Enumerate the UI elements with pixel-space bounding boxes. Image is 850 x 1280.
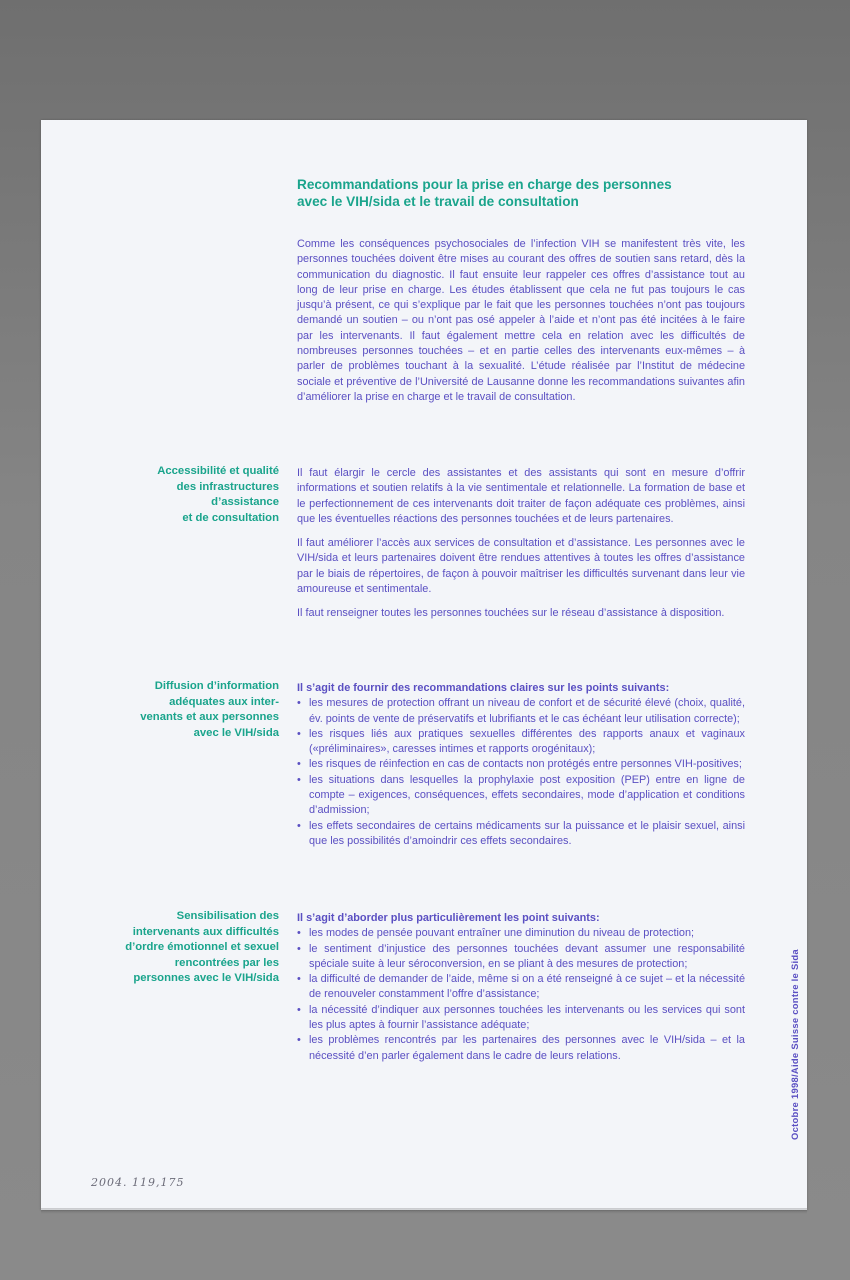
list-item bbox=[297, 819, 745, 850]
list-item-text: les problèmes rencontrés par les partenaires des personnes avec le VIH/sida – et la nécessité d’en parler également dans le cadre de leurs relations. bbox=[309, 1034, 745, 1062]
list-item bbox=[297, 1003, 745, 1034]
list-item-text: le sentiment d’injustice des personnes touchées devant assumer une responsabilité spéciale suite à leur séroconversion, en se pliant à des mesures de protection; bbox=[309, 942, 745, 970]
bullet-icon: • bbox=[297, 1003, 301, 1016]
handwritten-reference: 2004. 119,175 bbox=[91, 1176, 185, 1189]
list-item-text: les modes de pensée pouvant entraîner une diminution du niveau de protection; bbox=[309, 927, 695, 940]
paper-shadow bbox=[41, 1208, 807, 1214]
section-3-body bbox=[297, 911, 745, 1064]
list-item bbox=[297, 926, 745, 941]
section-3-label-line: rencontrées par les bbox=[174, 956, 279, 969]
list-item bbox=[297, 727, 745, 758]
section-1-label bbox=[84, 464, 279, 526]
list-item-text: les effets secondaires de certains médicaments sur la puissance et le plaisir sexuel, ainsi que les possibilités d’amoindrir ces effets secondaires. bbox=[309, 819, 745, 847]
section-2-label-line: venants et aux personnes bbox=[140, 711, 279, 724]
bullet-icon: • bbox=[297, 942, 301, 955]
section-1-label-line: Accessibilité et qualité bbox=[157, 465, 279, 477]
list-item-text: les risques liés aux pratiques sexuelles différentes des rapports anaux et vaginaux («préliminaires», caresses intimes et rapports orogénitaux); bbox=[309, 727, 745, 756]
side-note: Octobre 1998/Aide Suisse contre le Sida bbox=[789, 949, 800, 1140]
title-line-1: Recommandations pour la prise en charge des personnes bbox=[297, 177, 672, 192]
bullet-icon: • bbox=[297, 727, 301, 740]
bullet-icon: • bbox=[297, 697, 301, 710]
section-1-paragraph: Il faut renseigner toutes les personnes touchées sur le réseau d’assistance à disposition. bbox=[297, 607, 725, 620]
list-item bbox=[297, 972, 745, 1003]
list-item-text: les risques de réinfection en cas de contacts non protégés entre personnes VIH-positives; bbox=[309, 758, 742, 771]
section-1-paragraph: Il faut améliorer l’accès aux services de consultation et d’assistance. Les personnes avec le VIH/sida et leurs partenaires doivent être rendues attentives à toutes les offres d’assistance par le biais de répertoires, de façon à pouvoir maîtriser les difficultés survenant dans leur vie amoureuse et sentimentale. bbox=[297, 537, 745, 596]
title-line-2: avec le VIH/sida et le travail de consultation bbox=[297, 194, 579, 209]
list-item bbox=[297, 773, 745, 819]
list-item-text: la difficulté de demander de l’aide, même si on a été renseigné à ce sujet – et la nécessité de renouveler constamment l’offre d’assistance; bbox=[309, 973, 745, 1001]
section-2-lead: Il s’agit de fournir des recommandations claires sur les points suivants: bbox=[297, 682, 670, 694]
section-2-label-line: adéquates aux inter- bbox=[169, 695, 279, 708]
list-item-text: les mesures de protection offrant un niveau de confort et de sécurité élevé (choix, qualité, év. points de vente de préservatifs et lubrifiants et le cas échéant leur utilisation correcte); bbox=[309, 697, 745, 725]
section-3-lead: Il s’agit d’aborder plus particulièrement les point suivants: bbox=[297, 912, 600, 924]
bullet-icon: • bbox=[297, 1034, 301, 1047]
list-item bbox=[297, 696, 745, 727]
intro-paragraph: Comme les conséquences psychosociales de l’infection VIH se manifestent très vite, les personnes touchées doivent être mises au courant des offres de soutien sans retard, dès la communication du diagnostic. Il faut ensuite leur rappeler ces offres d’assistance tout au long de leur prise en charge. Les études établissent que cela ne fut pas toujours le cas jusqu’à présent, ce qui s’explique par le fait que les personnes touchées n’ont pas toujours demandé un soutien – ou n’ont pas osé appeler à l’aide et n’ont pas été incitées à le faire par les intervenants. Il faut également mettre cela en relation avec les difficultés de nombreuses personnes touchées – et en partie celles des intervenants eux-mêmes – à parler de problèmes touchant à la sexualité. L’étude réalisée par l’Institut de médecine sociale et préventive de l’Université de Lausanne donne les recommandations suivantes afin d’améliorer la prise en charge et le travail de consultation. bbox=[297, 238, 745, 403]
list-item bbox=[297, 942, 745, 973]
bullet-icon: • bbox=[297, 927, 301, 940]
section-1-paragraph: Il faut élargir le cercle des assistantes et des assistants qui sont en mesure d’offrir informations et soutien relatifs à la vie sentimentale et relationnelle. La formation de base et le perfectionnement de ces intervenants doit traiter de façon adéquate ces problèmes, ainsi que les éventuelles réactions des personnes touchées et de leurs partenaires. bbox=[297, 467, 745, 525]
document-title bbox=[297, 176, 757, 210]
section-3-label-line: personnes avec le VIH/sida bbox=[133, 972, 279, 985]
section-2-label bbox=[84, 679, 279, 741]
section-2-list bbox=[297, 696, 745, 849]
section-3-label-line: intervenants aux difficultés bbox=[132, 925, 279, 938]
section-1-label-line: des infrastructures bbox=[176, 480, 279, 493]
section-3-label bbox=[84, 909, 279, 987]
bullet-icon: • bbox=[297, 758, 301, 771]
section-2-label-line: Diffusion d’information bbox=[154, 680, 279, 692]
section-2-body bbox=[297, 681, 745, 849]
section-3-label-line: Sensibilisation des bbox=[176, 910, 279, 922]
section-3-label-line: d’ordre émotionnel et sexuel bbox=[125, 941, 279, 954]
list-item bbox=[297, 757, 745, 772]
bullet-icon: • bbox=[297, 973, 301, 986]
list-item-text: les situations dans lesquelles la prophylaxie post exposition (PEP) entre en ligne de compte – exigences, conséquences, effets secondaires, mode d’application et conditions d’admission; bbox=[309, 773, 745, 817]
bullet-icon: • bbox=[297, 773, 301, 786]
section-1-label-line: d’assistance bbox=[211, 496, 279, 509]
list-item-text: la nécessité d’indiquer aux personnes touchées les intervenants ou les services qui sont les plus aptes à fournir l’assistance adéquate; bbox=[309, 1003, 745, 1032]
section-3-list bbox=[297, 926, 745, 1064]
list-item bbox=[297, 1033, 745, 1064]
section-1-body bbox=[297, 466, 745, 631]
section-1-label-line: et de consultation bbox=[182, 511, 279, 524]
section-2-label-line: avec le VIH/sida bbox=[193, 726, 279, 739]
bullet-icon: • bbox=[297, 819, 301, 832]
